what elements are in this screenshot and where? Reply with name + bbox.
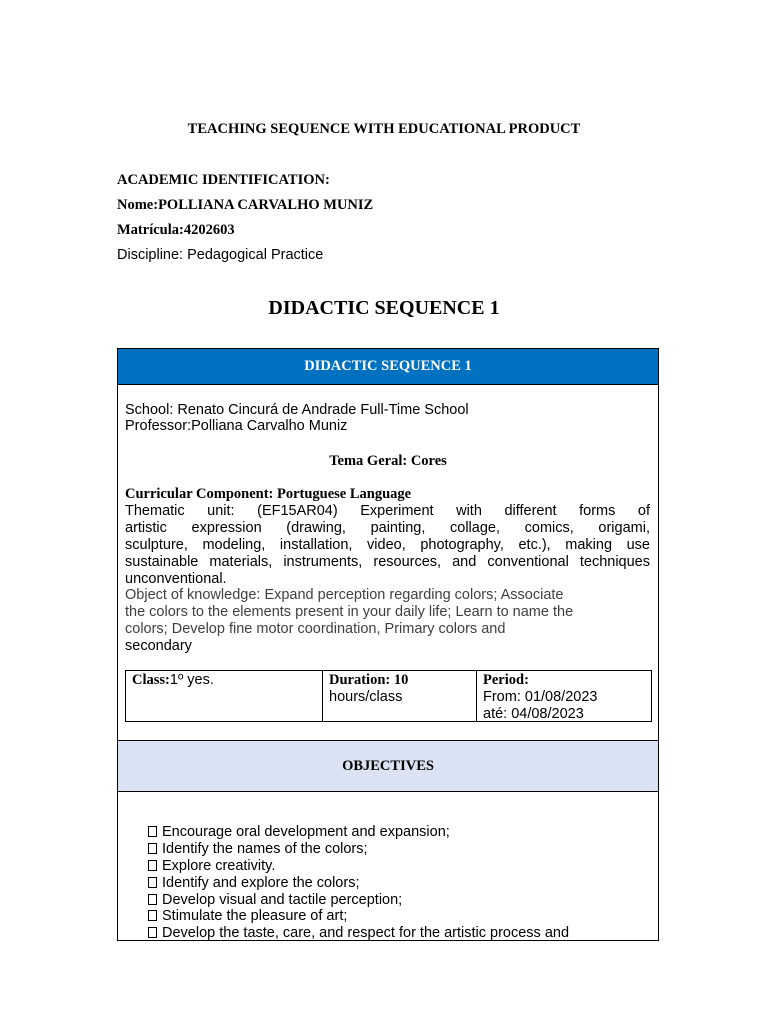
didactic-sequence-table <box>117 348 659 941</box>
list-item: Identify and explore the colors; <box>148 875 359 891</box>
bullet-box-icon <box>148 860 157 871</box>
student-name: Nome:POLLIANA CARVALHO MUNIZ <box>117 197 374 213</box>
class-cell <box>126 671 323 721</box>
period-from: From: 01/08/2023 <box>483 689 598 705</box>
thematic-line: artistic expression (drawing, painting, collage, comics, origami, <box>125 520 650 536</box>
bullet-box-icon <box>148 927 157 938</box>
component-line: Curricular Component: Portuguese Language <box>125 486 412 502</box>
student-matricula: Matrícula:4202603 <box>117 222 235 238</box>
duration-cell <box>323 671 477 721</box>
tema-line: Tema Geral: Cores <box>329 453 447 469</box>
thematic-line: sculpture, modeling, installation, video, photography, etc.), making use <box>125 537 650 553</box>
objectives-header: OBJECTIVES <box>118 741 658 792</box>
period-label: Period: <box>483 672 529 688</box>
thematic-line: sustainable materials, instruments, resources, and conventional techniques <box>125 554 650 570</box>
thematic-line: Thematic unit: (EF15AR04) Experiment with different forms of <box>125 503 650 519</box>
bullet-box-icon <box>148 826 157 837</box>
object-line: the colors to the elements present in your daily life; Learn to name the <box>125 604 574 620</box>
duration-label: Duration: 10 <box>329 672 409 688</box>
list-item: Explore creativity. <box>148 858 275 874</box>
discipline: Discipline: Pedagogical Practice <box>117 247 324 263</box>
document-title: TEACHING SEQUENCE WITH EDUCATIONAL PRODUCT <box>187 121 581 137</box>
school-line: School: Renato Cincurá de Andrade Full-Time School <box>125 402 469 418</box>
list-item: Stimulate the pleasure of art; <box>148 908 347 924</box>
bullet-box-icon <box>148 877 157 888</box>
class-info-table <box>125 670 652 722</box>
thematic-line: unconventional. <box>125 571 227 587</box>
bullet-box-icon <box>148 894 157 905</box>
bullet-box-icon <box>148 910 157 921</box>
list-item: Develop the taste, care, and respect for the artistic process and <box>148 925 569 941</box>
identification-heading: ACADEMIC IDENTIFICATION: <box>117 172 330 188</box>
list-item: Identify the names of the colors; <box>148 841 368 857</box>
bullet-box-icon <box>148 843 157 854</box>
list-item: Develop visual and tactile perception; <box>148 892 402 908</box>
sequence-details-cell <box>118 385 658 741</box>
class-value: 1º yes. <box>169 672 214 688</box>
duration-value: hours/class <box>329 689 403 705</box>
sequence-heading: DIDACTIC SEQUENCE 1 <box>268 297 500 319</box>
class-label: Class: <box>132 672 170 688</box>
period-to: até: 04/08/2023 <box>483 706 584 722</box>
period-cell <box>477 671 651 721</box>
object-line: secondary <box>125 638 192 654</box>
professor-line: Professor:Polliana Carvalho Muniz <box>125 418 348 434</box>
table-header: DIDACTIC SEQUENCE 1 <box>118 349 658 385</box>
object-line: Object of knowledge: Expand perception regarding colors; Associate <box>125 587 564 603</box>
object-line: colors; Develop fine motor coordination, Primary colors and <box>125 621 506 637</box>
list-item: Encourage oral development and expansion; <box>148 824 450 840</box>
